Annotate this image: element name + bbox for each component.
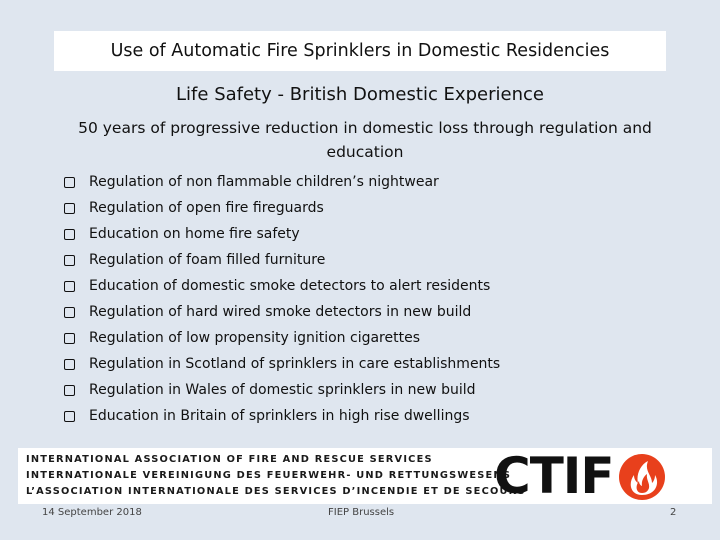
- ctif-banner: [18, 448, 712, 504]
- list-item-text: Regulation in Scotland of sprinklers in care establishments: [89, 356, 501, 372]
- checkbox-bullet-icon: [64, 307, 75, 318]
- list-item-text: Regulation of hard wired smoke detectors in new build: [89, 304, 472, 320]
- footer-date: 14 September 2018: [42, 507, 142, 518]
- list-item: [64, 195, 664, 221]
- association-names: [26, 452, 526, 500]
- list-item: [64, 221, 664, 247]
- list-item-text: Education in Britain of sprinklers in high rise dwellings: [89, 408, 470, 424]
- checkbox-bullet-icon: [64, 385, 75, 396]
- list-item: [64, 377, 664, 403]
- list-item-text: Education of domestic smoke detectors to alert residents: [89, 278, 491, 294]
- footer-event: FIEP Brussels: [328, 507, 395, 518]
- list-item: [64, 351, 664, 377]
- list-item: [64, 273, 664, 299]
- slide-subtitle: Life Safety - British Domestic Experience: [176, 84, 544, 105]
- association-name-fr: L’ASSOCIATION INTERNATIONALE DES SERVICES D’INCENDIE ET DE SECOURS: [26, 486, 526, 497]
- bullet-list: [64, 169, 664, 429]
- checkbox-bullet-icon: [64, 177, 75, 188]
- association-name-en: INTERNATIONAL ASSOCIATION OF FIRE AND RESCUE SERVICES: [26, 454, 433, 465]
- list-item-text: Regulation of low propensity ignition cigarettes: [89, 330, 420, 346]
- checkbox-bullet-icon: [64, 281, 75, 292]
- list-item: [64, 403, 664, 429]
- list-item: [64, 325, 664, 351]
- list-item: [64, 299, 664, 325]
- list-item-text: Regulation of foam filled furniture: [89, 252, 326, 268]
- list-item: [64, 169, 664, 195]
- list-item-text: Regulation of open fire fireguards: [89, 200, 324, 216]
- checkbox-bullet-icon: [64, 359, 75, 370]
- page-number: 2: [670, 507, 677, 518]
- checkbox-bullet-icon: [64, 411, 75, 422]
- checkbox-bullet-icon: [64, 333, 75, 344]
- list-item-text: Regulation of non flammable children’s nightwear: [89, 174, 439, 190]
- checkbox-bullet-icon: [64, 255, 75, 266]
- list-item-text: Education on home fire safety: [89, 226, 300, 242]
- checkbox-bullet-icon: [64, 229, 75, 240]
- ctif-logo: [494, 447, 710, 505]
- title-box: [54, 31, 666, 71]
- list-item: [64, 247, 664, 273]
- slide-title: Use of Automatic Fire Sprinklers in Domestic Residencies: [110, 41, 610, 61]
- ctif-logo-text: CTIF: [494, 447, 614, 505]
- checkbox-bullet-icon: [64, 203, 75, 214]
- association-name-de: INTERNATIONALE VEREINIGUNG DES FEUERWEHR- UND RETTUNGSWESENS: [26, 470, 512, 481]
- list-item-text: Regulation in Wales of domestic sprinklers in new build: [89, 382, 476, 398]
- flame-logo-icon: [616, 451, 668, 501]
- intro-text: 50 years of progressive reduction in domestic loss through regulation and education: [78, 119, 652, 161]
